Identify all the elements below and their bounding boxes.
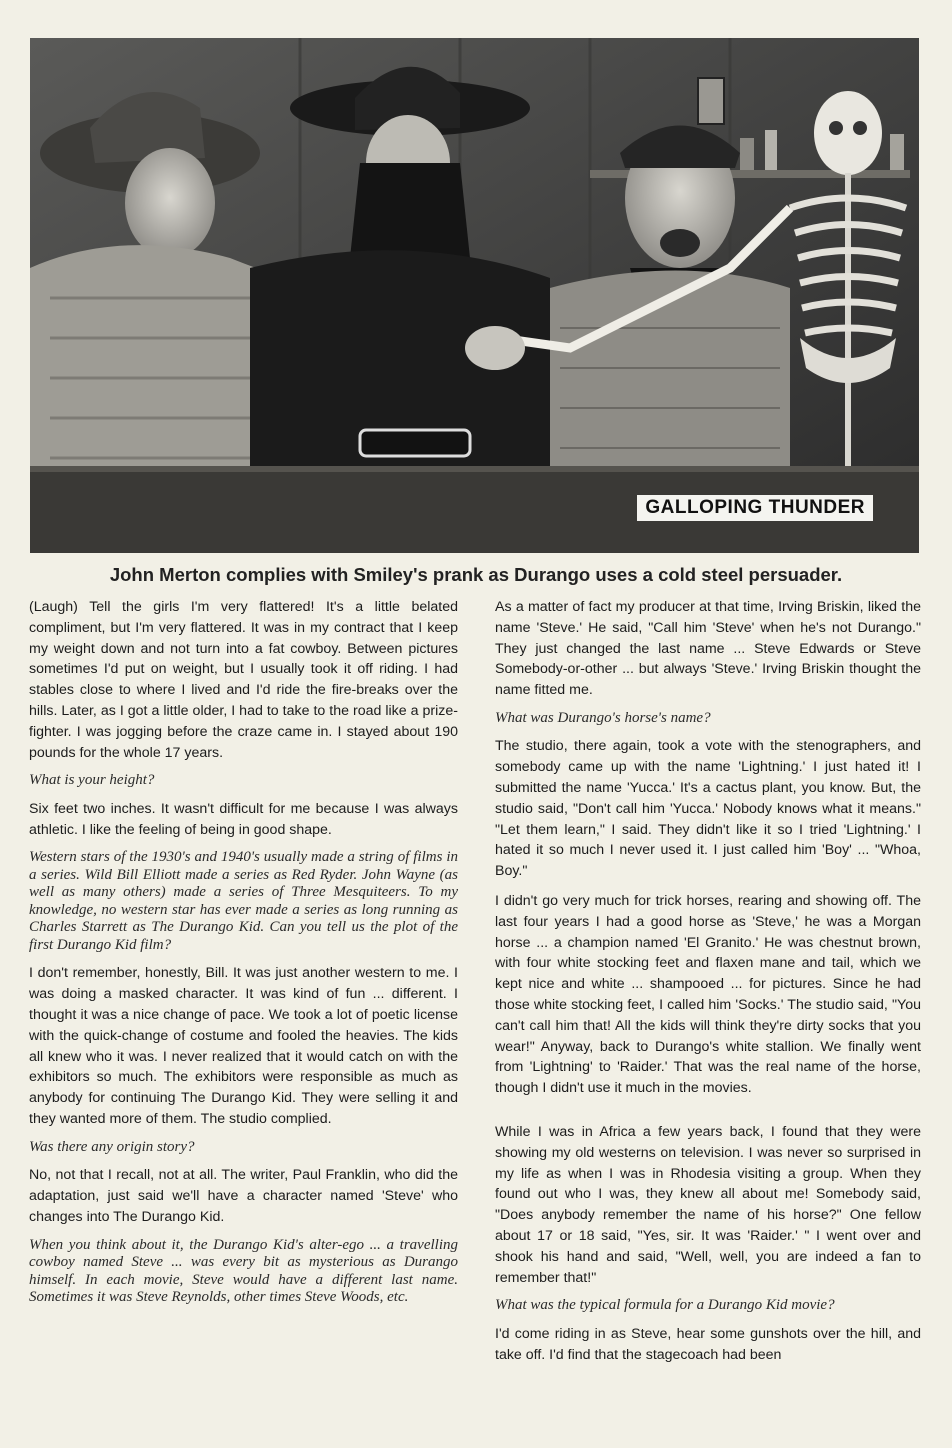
film-still-photo <box>30 38 919 553</box>
interview-answer: (Laugh) Tell the girls I'm very flattered! It's a little belated compliment, but I'm very flattered. It was in my contract that I keep my weight down and not turn into a fat cowboy. Between pictures sometimes I'd put on weight, but I usually took it off riding. I had stables close to where I lived and I'd ride the fire-breaks over the hills. Later, as I got a little older, I had to take to the road like a prize-fighter. I was jogging before the craze came in. I stayed about 190 pounds for the whole 17 years. <box>29 599 458 761</box>
interview-question: Western stars of the 1930's and 1940's usually made a string of films in a series. Wild Bill Elliott made a series as Red Ryder. John Wayne (as well as many others) made a series of Three Mesquiteers. To my knowledge, no western star has ever made a series as long running as Charles Starrett as The Durango Kid. Can you tell us the plot of the first Durango Kid film? <box>29 849 458 953</box>
photo-caption: John Merton complies with Smiley's prank as Durango uses a cold steel persuader. <box>109 564 843 585</box>
interview-answer: As a matter of fact my producer at that time, Irving Briskin, liked the name 'Steve.' He said, "Call him 'Steve' when he's not Durango." They just changed the last name ... Steve Edwards or Steve Somebody-or-other ... but always 'Steve.' Irving Briskin thought the name fitted me. <box>495 599 921 699</box>
left-column <box>29 597 458 1316</box>
film-still-illustration <box>30 38 919 553</box>
right-column <box>495 597 921 1375</box>
interview-answer: Six feet two inches. It wasn't difficult for me because I was always athletic. I like the feeling of being in good shape. <box>29 800 458 838</box>
interview-answer: I don't remember, honestly, Bill. It was just another western to me. I was doing a masked character. It was kind of fun ... different. I thought it was a nice change of pace. We took a lot of poetic license with the quick-change of costume and fooled the heavies. The kids all knew who it was. I never realized that it would catch on with the exhibitors so much. The exhibitors were responsible as much as anybody for continuing The Durango Kid. They were selling it and they wanted more of them. The studio complied. <box>29 965 458 1128</box>
interview-question: Was there any origin story? <box>29 1138 195 1155</box>
interview-answer: I didn't go very much for trick horses, rearing and showing off. The last four years I had a good horse as 'Steve,' he was a Morgan horse ... a champion named 'El Granito.' He was chestnut brown, with four white stocking feet and flaxen mane and tail, which we kept nice and white ... shampooed ... for pictures. Since he had those white stocking feet, I called him 'Socks.' The studio said, "You can't call him that! All the kids will think they're dirty socks that you wear!" Anyway, back to Durango's white stallion. We finally went from 'Lightning' to 'Raider.' That was the real name of the horse, though I didn't use it much in the movies. <box>495 893 921 1097</box>
interview-question: What was Durango's horse's name? <box>495 709 711 726</box>
paragraph-gap <box>495 1108 921 1122</box>
interview-answer: No, not that I recall, not at all. The writer, Paul Franklin, who did the adaptation, just said we'll have a character named 'Steve' who changes into The Durango Kid. <box>29 1167 458 1225</box>
interview-question: When you think about it, the Durango Kid's alter-ego ... a travelling cowboy named Steve ... was every bit as mysterious as Durango himself. In each movie, Steve would have a different last name. Sometimes it was Steve Reynolds, other times Steve Woods, etc. <box>29 1236 458 1306</box>
interview-question: What was the typical formula for a Durango Kid movie? <box>495 1297 835 1314</box>
interview-question: What is your height? <box>29 772 155 789</box>
interview-answer: I'd come riding in as Steve, hear some gunshots over the hill, and take off. I'd find that the stagecoach had been <box>495 1325 921 1363</box>
photo-title-label: GALLOPING THUNDER <box>637 495 873 521</box>
interview-answer: The studio, there again, took a vote with the stenographers, and somebody came up with the name 'Lightning.' I just hated it! I submitted the name 'Yucca.' It's a cactus plant, you know. But, the studio said, "Don't call him 'Yucca.' Nobody knows what it means." "Let them learn," I said. They didn't like it so I tried 'Lightning.' I hated it so much I never used it. I just called him 'Boy' ... "Whoa, Boy." <box>495 738 921 880</box>
interview-answer: While I was in Africa a few years back, I found that they were showing my old westerns on television. I was never so surprised in my life as when I was in Rhodesia visiting a group. When they found out who I was, they knew all about me! Somebody said, "Does anybody remember the name of his horse?" One fellow about 17 or 18 said, "Yes, sir. It was 'Raider.' " I went over and shook his hand and said, "Well, well, you are indeed a fan to remember that!" <box>495 1124 921 1286</box>
